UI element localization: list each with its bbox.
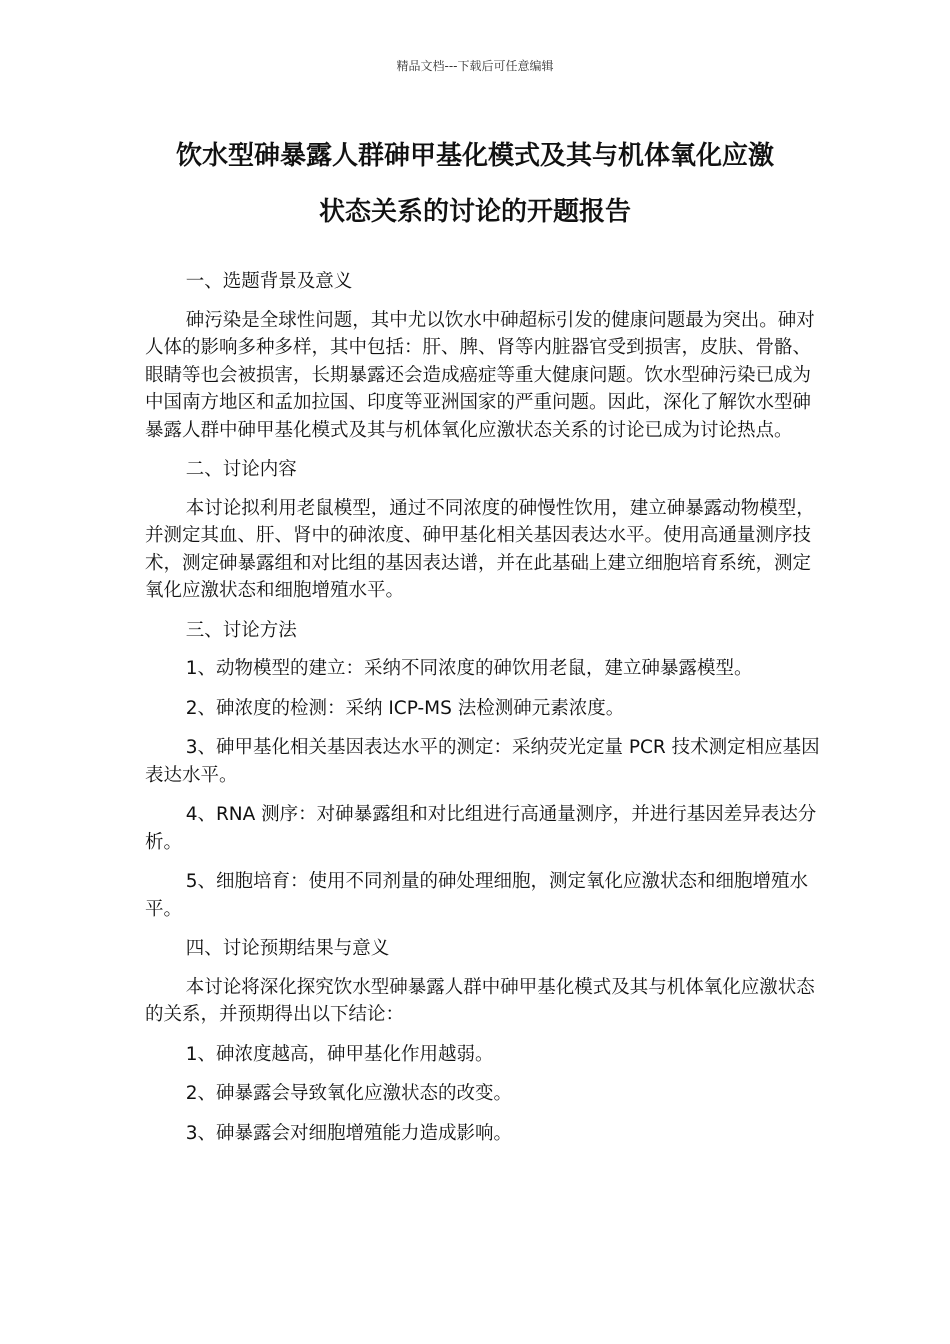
header-note: 精品文档---下载后可任意编辑: [396, 59, 554, 73]
list-item: 1、砷浓度越高，砷甲基化作用越弱。: [185, 1043, 494, 1065]
section-heading-1: 一、选题背景及意义: [185, 271, 353, 292]
list-item: 2、砷浓度的检测：采纳 ICP-MS 法检测砷元素浓度。: [185, 697, 625, 719]
list-item: 3、砷暴露会对细胞增殖能力造成影响。: [185, 1122, 512, 1144]
document-body: [145, 268, 820, 1159]
list-item: 2、砷暴露会导致氧化应激状态的改变。: [185, 1083, 512, 1104]
list-item: 4、RNA 测序：对砷暴露组和对比组进行高通量测序，并进行基因差异表达分析。: [145, 804, 817, 853]
paragraph-expected: 本讨论将深化探究饮水型砷暴露人群中砷甲基化模式及其与机体氧化应激状态的关系，并预期得出以下结论：: [145, 976, 815, 1025]
paragraph-content: 本讨论拟利用老鼠模型，通过不同浓度的砷慢性饮用，建立砷暴露动物模型，并测定其血、肝、肾中的砷浓度、砷甲基化相关基因表达水平。使用高通量测序技术，测定砷暴露组和对比组的基因表达谱，并在此基础上建立细胞培育系统，测定氧化应激状态和细胞增殖水平。: [145, 497, 815, 601]
list-item: 5、细胞培育：使用不同剂量的砷处理细胞，测定氧化应激状态和细胞增殖水平。: [145, 871, 808, 920]
section-heading-4: 四、讨论预期结果与意义: [185, 938, 390, 959]
section-heading-2: 二、讨论内容: [185, 459, 297, 480]
list-item: 3、砷甲基化相关基因表达水平的测定：采纳荧光定量 PCR 技术测定相应基因表达水平。: [145, 737, 820, 786]
title-line-1: 饮水型砷暴露人群砷甲基化模式及其与机体氧化应激: [175, 141, 774, 171]
title-line-2: 状态关系的讨论的开题报告: [318, 197, 631, 227]
list-item: 1、动物模型的建立：采纳不同浓度的砷饮用老鼠，建立砷暴露模型。: [185, 658, 753, 679]
paragraph-background: 砷污染是全球性问题，其中尤以饮水中砷超标引发的健康问题最为突出。砷对人体的影响多种多样，其中包括：肝、脾、肾等内脏器官受到损害，皮肤、骨骼、眼睛等也会被损害，长期暴露还会造成癌症等重大健康问题。饮水型砷污染已成为中国南方地区和孟加拉国、印度等亚洲国家的严重问题。因此，深化了解饮水型砷暴露人群中砷甲基化模式及其与机体氧化应激状态关系的讨论已成为讨论热点。: [145, 309, 815, 441]
section-heading-3: 三、讨论方法: [185, 619, 297, 641]
